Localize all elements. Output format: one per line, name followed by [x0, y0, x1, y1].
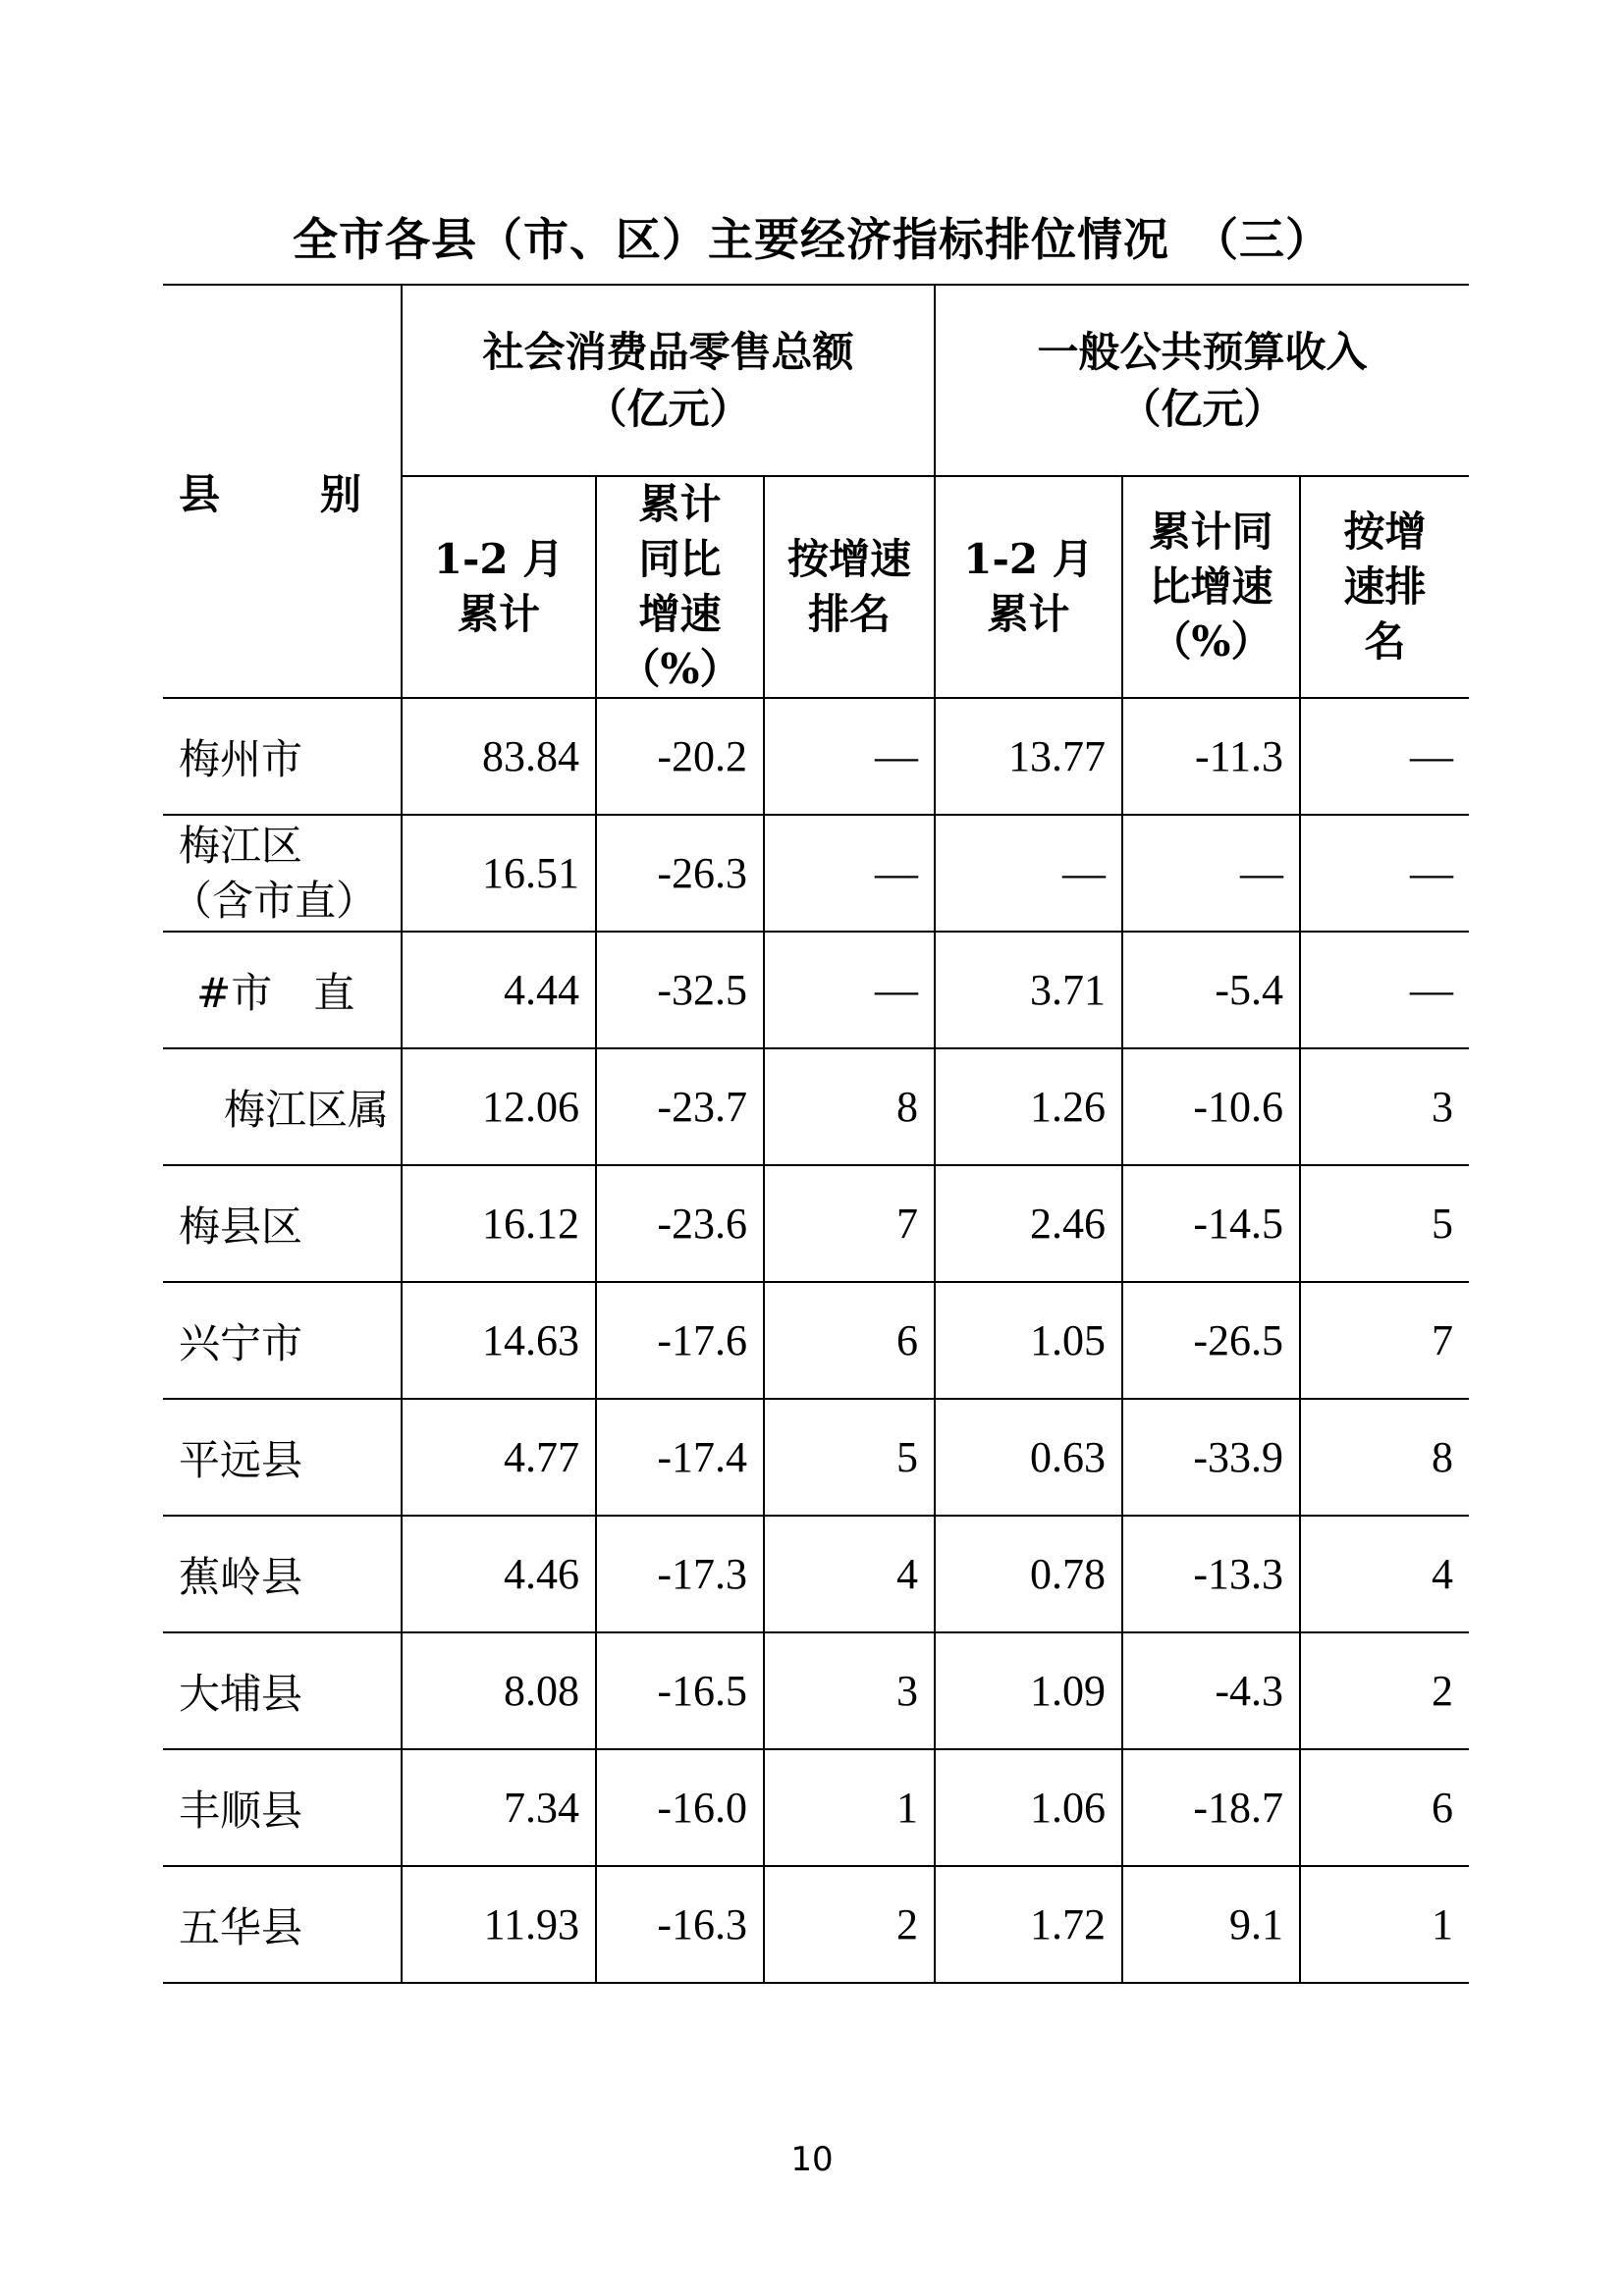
retail-growth: -23.7 — [596, 1048, 764, 1165]
table-row — [163, 1749, 1469, 1866]
budget-growth: — — [1122, 815, 1300, 932]
table-row — [163, 1165, 1469, 1282]
budget-value: 1.72 — [935, 1866, 1122, 1983]
budget-growth: -26.5 — [1122, 1282, 1300, 1399]
budget-growth: 9.1 — [1122, 1866, 1300, 1983]
retail-rank: 2 — [764, 1866, 935, 1983]
county-name — [163, 815, 402, 932]
retail-value: 8.08 — [402, 1632, 596, 1749]
retail-growth: -17.6 — [596, 1282, 764, 1399]
table-row — [163, 1866, 1469, 1983]
retail-rank: — — [764, 815, 935, 932]
table-row — [163, 932, 1469, 1048]
budget-growth: -18.7 — [1122, 1749, 1300, 1866]
retail-rank: 4 — [764, 1516, 935, 1632]
budget-rank: — — [1300, 698, 1469, 815]
county-name-line2: （含市直） — [171, 876, 378, 925]
budget-growth: -14.5 — [1122, 1165, 1300, 1282]
county-name: 兴宁市 — [163, 1282, 402, 1399]
budget-rank: 8 — [1300, 1399, 1469, 1516]
retail-value: 16.12 — [402, 1165, 596, 1282]
budget-growth: -4.3 — [1122, 1632, 1300, 1749]
budget-rank: 7 — [1300, 1282, 1469, 1399]
retail-growth: -20.2 — [596, 698, 764, 815]
budget-value: 1.06 — [935, 1749, 1122, 1866]
budget-growth: -13.3 — [1122, 1516, 1300, 1632]
indicator-ranking-table — [163, 284, 1469, 1984]
retail-growth: -26.3 — [596, 815, 764, 932]
retail-rank: 1 — [764, 1749, 935, 1866]
retail-sales-group-title: 社会消费品零售总额 — [482, 327, 854, 376]
retail-growth: -16.3 — [596, 1866, 764, 1983]
retail-growth: -16.5 — [596, 1632, 764, 1749]
county-name: #市 直 — [163, 932, 402, 1048]
budget-growth: -5.4 — [1122, 932, 1300, 1048]
retail-value: 83.84 — [402, 698, 596, 815]
budget-value: 0.63 — [935, 1399, 1122, 1516]
budget-revenue-group-header — [935, 285, 1469, 476]
retail-rank-header: 按增速 排名 — [764, 476, 935, 698]
table-row — [163, 1048, 1469, 1165]
retail-value: 14.63 — [402, 1282, 596, 1399]
retail-value: 4.77 — [402, 1399, 596, 1516]
retail-rank: 3 — [764, 1632, 935, 1749]
table-row — [163, 1399, 1469, 1516]
retail-rank: 8 — [764, 1048, 935, 1165]
budget-rank: 6 — [1300, 1749, 1469, 1866]
retail-value: 11.93 — [402, 1866, 596, 1983]
table-row — [163, 1632, 1469, 1749]
budget-rank: 1 — [1300, 1866, 1469, 1983]
budget-cumulative-header: 1-2 月 累计 — [935, 476, 1122, 698]
retail-sales-group-unit: （亿元） — [585, 384, 751, 433]
budget-value: 3.71 — [935, 932, 1122, 1048]
county-name: 丰顺县 — [163, 1749, 402, 1866]
budget-growth-header: 累计同 比增速 （%） — [1122, 476, 1300, 698]
header-row-groups — [163, 285, 1469, 476]
budget-value: — — [935, 815, 1122, 932]
budget-growth: -10.6 — [1122, 1048, 1300, 1165]
budget-rank: 3 — [1300, 1048, 1469, 1165]
budget-growth: -33.9 — [1122, 1399, 1300, 1516]
retail-value: 4.44 — [402, 932, 596, 1048]
retail-cumulative-header: 1-2 月 累计 — [402, 476, 596, 698]
retail-value: 16.51 — [402, 815, 596, 932]
budget-rank: 4 — [1300, 1516, 1469, 1632]
retail-rank: 5 — [764, 1399, 935, 1516]
retail-growth: -17.4 — [596, 1399, 764, 1516]
retail-value: 4.46 — [402, 1516, 596, 1632]
budget-revenue-group-unit: （亿元） — [1119, 384, 1285, 433]
page-title: 全市各县（市、区）主要经济指标排位情况 （三） — [293, 213, 1331, 266]
budget-rank-header: 按增 速排 名 — [1300, 476, 1469, 698]
retail-growth: -32.5 — [596, 932, 764, 1048]
county-name-line1: 梅江区 — [179, 821, 303, 870]
table-row — [163, 815, 1469, 932]
budget-rank: — — [1300, 932, 1469, 1048]
county-name: 蕉岭县 — [163, 1516, 402, 1632]
table-row — [163, 698, 1469, 815]
budget-value: 1.09 — [935, 1632, 1122, 1749]
retail-growth: -16.0 — [596, 1749, 764, 1866]
county-name: 梅县区 — [163, 1165, 402, 1282]
county-name: 梅江区属 — [163, 1048, 402, 1165]
retail-growth: -17.3 — [596, 1516, 764, 1632]
retail-rank: 6 — [764, 1282, 935, 1399]
page-number: 10 — [790, 2140, 834, 2179]
retail-value: 7.34 — [402, 1749, 596, 1866]
budget-rank: 2 — [1300, 1632, 1469, 1749]
county-name: 大埔县 — [163, 1632, 402, 1749]
budget-value: 1.05 — [935, 1282, 1122, 1399]
budget-rank: — — [1300, 815, 1469, 932]
budget-value: 0.78 — [935, 1516, 1122, 1632]
retail-rank: 7 — [764, 1165, 935, 1282]
county-name: 五华县 — [163, 1866, 402, 1983]
budget-value: 13.77 — [935, 698, 1122, 815]
retail-rank: — — [764, 932, 935, 1048]
county-column-header: 县 别 — [163, 285, 402, 698]
retail-growth: -23.6 — [596, 1165, 764, 1282]
county-name: 平远县 — [163, 1399, 402, 1516]
retail-sales-group-header — [402, 285, 935, 476]
retail-growth-header: 累计 同比 增速 （%） — [596, 476, 764, 698]
budget-value: 1.26 — [935, 1048, 1122, 1165]
retail-rank: — — [764, 698, 935, 815]
budget-value: 2.46 — [935, 1165, 1122, 1282]
retail-value: 12.06 — [402, 1048, 596, 1165]
budget-revenue-group-title: 一般公共预算收入 — [1037, 327, 1368, 376]
budget-growth: -11.3 — [1122, 698, 1300, 815]
table-row — [163, 1282, 1469, 1399]
budget-rank: 5 — [1300, 1165, 1469, 1282]
county-name: 梅州市 — [163, 698, 402, 815]
table-row — [163, 1516, 1469, 1632]
